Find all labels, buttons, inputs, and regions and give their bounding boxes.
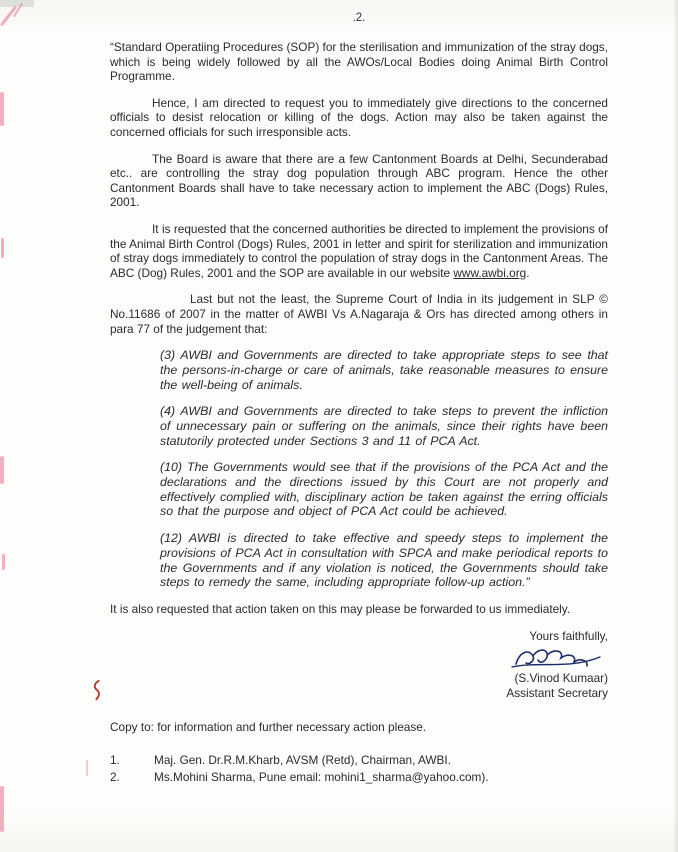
signatory-title: Assistant Secretary xyxy=(506,685,608,700)
item-number: 1. xyxy=(110,753,120,768)
copy-to-list xyxy=(110,752,608,785)
paragraph-sop: “Standard Operatiing Procedures (SOP) for the sterilisation and immunization of the stray dogs, which is being widely followed by all the AWOs/Local Bodies doing Animal Birth Control Programme. xyxy=(110,40,608,84)
signatory-name: (S.Vinod Kumaar) xyxy=(514,671,608,686)
copy-to-item-1 xyxy=(110,752,608,768)
judgement-quote-para4: (4) AWBI and Governments are directed to take steps to prevent the infliction of unnecessary pain or suffering on the animals, since their rights have been statutorily protected under Sections 3 and 11 of PCA Act. xyxy=(160,404,608,448)
scan-mark-left-3 xyxy=(0,456,4,484)
scan-mark-bottom-left xyxy=(0,786,4,832)
scan-smudge-corner xyxy=(0,0,34,7)
paragraph-cantonment-boards: The Board is aware that there are a few Cantonment Boards at Delhi, Secunderabad etc.. are controlling the stray dog population through ABC program. Hence the other Cantonment Boards shall have to take necessary action to implement the ABC (Dogs) Rules, 2001. xyxy=(110,151,608,210)
scan-mark-left-margin xyxy=(86,760,88,776)
signature-block xyxy=(110,629,608,701)
item-text: Ms.Mohini Sharma, Pune email: mohini1_sharma@yahoo.com). xyxy=(154,770,489,785)
valediction: Yours faithfully, xyxy=(529,628,608,643)
item-text: Maj. Gen. Dr.R.M.Kharb, AVSM (Retd), Chairman, AWBI. xyxy=(154,753,451,768)
judgement-quote-para12: (12) AWBI is directed to take effective and speedy steps to implement the provisions of PCA Act in consultation with SPCA and make periodical reports to the Governments and if any violation is noticed, the Governments should take steps to remedy the same, including appropriate follow-up action.” xyxy=(160,531,608,590)
page-number: .2. xyxy=(352,12,366,24)
signature-scribble-icon xyxy=(510,645,602,671)
item-number: 2. xyxy=(110,770,120,785)
judgement-quote-para3: (3) AWBI and Governments are directed to take appropriate steps to see that the persons-in-charge or care of animals, take reasonable measures to ensure the well-being of animals. xyxy=(160,348,608,392)
closing-request: It is also requested that action taken on this may please be forwarded to us immediately. xyxy=(110,601,571,616)
letter-body xyxy=(110,12,608,786)
paragraph-abc-rules-text: It is requested that the concerned authorities be directed to implement the provisions of the Animal Birth Control (Dogs) Rules, 2001 in letter and spirit for sterilization and immunization of stray dogs immediately to control the population of stray dogs in the Cantonment Areas. The ABC (Dog) Rules, 2001 and the SOP are available in our website xyxy=(110,221,608,280)
copy-to-line: Copy to: for information and further necessary action please. xyxy=(110,720,427,735)
scan-mark-left-4 xyxy=(2,554,5,570)
scan-mark-left-1 xyxy=(0,92,4,126)
scan-mark-left-2 xyxy=(1,238,4,258)
paragraph-directions-request: Hence, I am directed to request you to immediately give directions to the concerned officials to desist relocation or killing of the dogs. Action may also be taken against the concerned officials for such irresponsible acts. xyxy=(110,95,608,139)
red-pen-mark-icon xyxy=(91,679,106,700)
website-link[interactable]: www.awbi.org xyxy=(453,265,527,280)
judgement-quote-para10: (10) The Governments would see that if the provisions of the PCA Act and the declarations and the directions issued by this Court are not properly and effectively complied with, disciplinary action be taken against the erring officials so that the purpose and object of PCA Act could be achieved. xyxy=(160,460,608,519)
scan-edge-shadow xyxy=(673,0,678,852)
paragraph-abc-rules xyxy=(110,222,608,280)
paragraph-abc-rules-period: . xyxy=(526,265,530,280)
copy-to-item-2 xyxy=(110,769,608,785)
paragraph-supreme-court: Last but not the least, the Supreme Court of India in its judgement in SLP © No.11686 of 2007 in the matter of AWBI Vs A.Nagaraja & Ors has directed among others in para 77 of the judgement that: xyxy=(110,292,608,336)
